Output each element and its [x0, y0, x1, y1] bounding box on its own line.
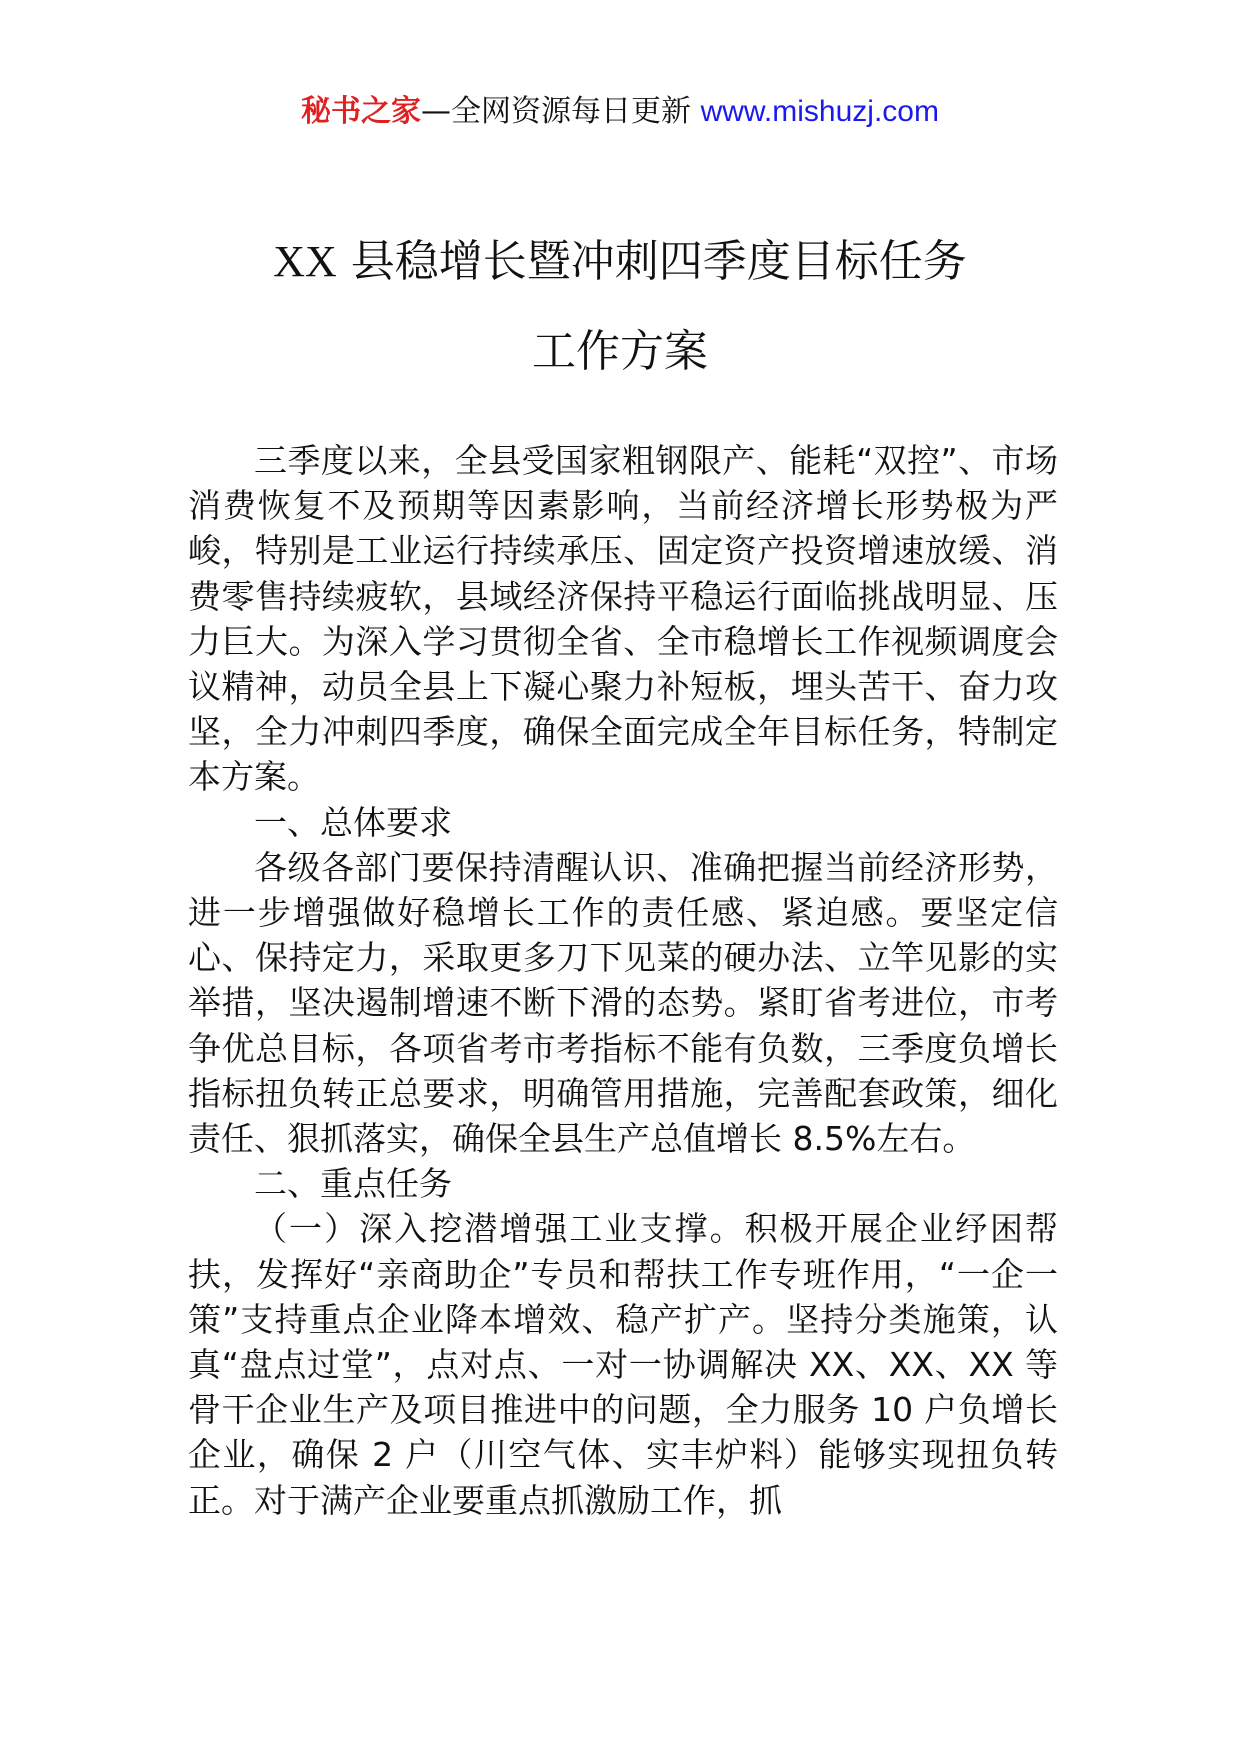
- brand-name: 秘书之家: [301, 94, 422, 129]
- key-task-1-paragraph: （一）深入挖潜增强工业支撑。积极开展企业纾困帮扶，发挥好“亲商助企”专员和帮扶工作专班作用，“一企一策”支持重点企业降本增效、稳产扩产。坚持分类施策，认真“盘点过堂”，点对点、一对一协调解决 XX、XX、XX 等骨干企业生产及项目推进中的问题，全力服务 10 户负增长企业，确保 2 户（川空气体、实丰炉料）能够实现扭负转正。对于满产企业要重点抓激励工作，抓: [188, 1209, 1058, 1520]
- document-body: [188, 438, 1058, 1523]
- header-tagline: —全网资源每日更新: [421, 94, 701, 129]
- site-header: [0, 92, 1240, 132]
- document-title-line-1: [0, 234, 1240, 290]
- site-url-link[interactable]: www.mishuzj.com: [700, 95, 939, 128]
- document-title-line-2: 工作方案: [532, 326, 708, 377]
- section-heading-general-requirements: 一、总体要求: [254, 802, 452, 842]
- title-latin-prefix: XX: [273, 237, 337, 286]
- intro-paragraph: 三季度以来，全县受国家粗钢限产、能耗“双控”、市场消费恢复不及预期等因素影响，当前经济增长形势极为严峻，特别是工业运行持续承压、固定资产投资增速放缓、消费零售持续疲软，县域经济保持平稳运行面临挑战明显、压力巨大。为深入学习贯彻全省、全市稳增长工作视频调度会议精神，动员全县上下凝心聚力补短板，埋头苦干、奋力攻坚，全力冲刺四季度，确保全面完成全年目标任务，特制定本方案。: [188, 441, 1058, 797]
- title-line-1-text: 县稳增长暨冲刺四季度目标任务: [336, 236, 967, 287]
- general-requirements-paragraph: 各级各部门要保持清醒认识、准确把握当前经济形势，进一步增强做好稳增长工作的责任感、紧迫感。要坚定信心、保持定力，采取更多刀下见菜的硬办法、立竿见影的实举措，坚决遏制增速不断下滑的态势。紧盯省考进位，市考争优总目标，各项省考市考指标不能有负数，三季度负增长指标扭负转正总要求，明确管用措施，完善配套政策，细化责任、狠抓落实，确保全县生产总值增长 8.5%左右。: [188, 847, 1058, 1159]
- section-heading-key-tasks: 二、重点任务: [254, 1164, 452, 1204]
